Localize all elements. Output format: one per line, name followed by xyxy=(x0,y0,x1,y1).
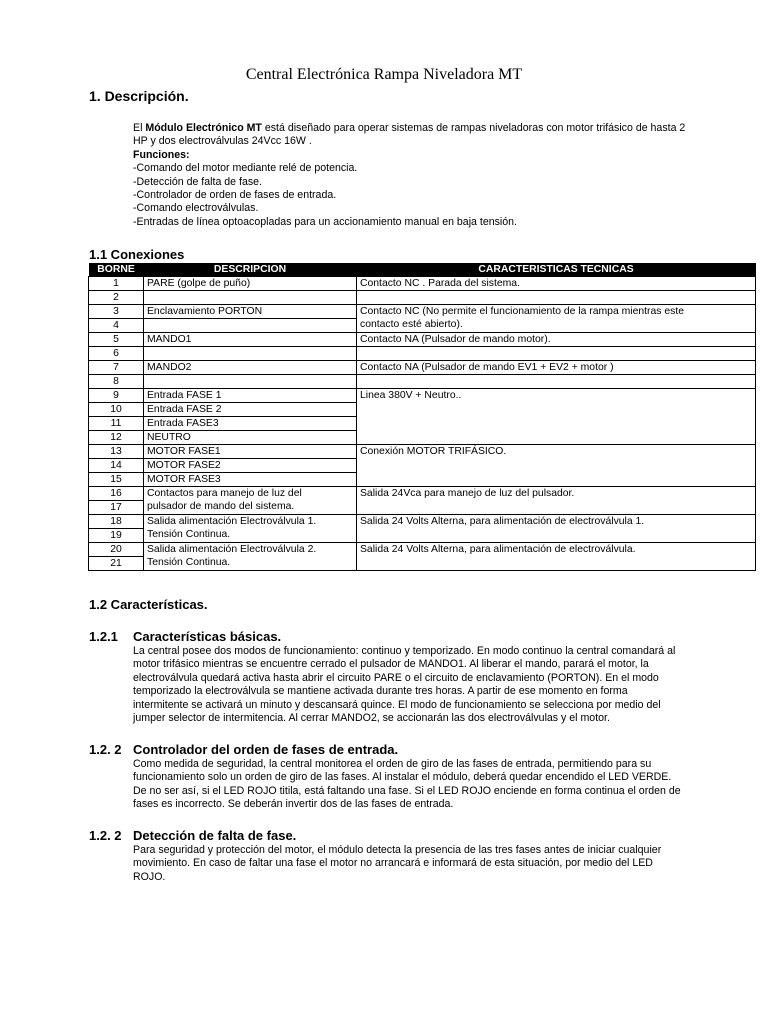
desc-cell: Contactos para manejo de luz del pulsador de mando del sistema. xyxy=(144,487,357,515)
funcion-item: -Controlador de orden de fases de entrada. xyxy=(133,189,337,202)
desc-cell xyxy=(144,319,357,333)
section-1-2-3-text: Para seguridad y protección del motor, el módulo detecta la presencia de las tres fases antes de iniciar cualquier movimiento. En caso de faltar una fase el motor no arrancará e informará de esta situación, por medio del LED ROJO. xyxy=(133,844,662,883)
borne-cell: 3 xyxy=(89,305,144,319)
section-1-heading: 1. Descripción. xyxy=(89,88,189,104)
borne-cell: 6 xyxy=(89,347,144,361)
desc-cell: PARE (golpe de puño) xyxy=(144,277,357,291)
borne-cell: 4 xyxy=(89,319,144,333)
car-cell: Linea 380V + Neutro.. xyxy=(357,389,756,445)
desc-cell: MOTOR FASE3 xyxy=(144,473,357,487)
document-title: Central Electrónica Rampa Niveladora MT xyxy=(245,66,523,83)
car-cell: Contacto NC (No permite el funcionamiento de la rampa mientras este contacto esté abierto). xyxy=(357,305,756,333)
header-descripcion: DESCRIPCION xyxy=(144,263,357,277)
desc-cell: Entrada FASE 2 xyxy=(144,403,357,417)
car-cell xyxy=(357,347,756,361)
desc-cell: Salida alimentación Electroválvula 1. Tensión Continua. xyxy=(144,515,357,543)
borne-cell: 9 xyxy=(89,389,144,403)
table-header-row xyxy=(89,263,756,277)
borne-cell: 15 xyxy=(89,473,144,487)
car-cell: Salida 24 Volts Alterna, para alimentación de electroválvula 1. xyxy=(357,515,756,543)
borne-cell: 2 xyxy=(89,291,144,305)
description-block xyxy=(133,122,685,229)
table-row xyxy=(89,305,756,319)
borne-cell: 18 xyxy=(89,515,144,529)
desc-cell: MOTOR FASE1 xyxy=(144,445,357,459)
section-1-2-2-heading: 1.2. 2 Controlador del orden de fases de entrada. xyxy=(89,742,399,757)
table-row xyxy=(89,375,756,389)
funcion-item: -Detección de falta de fase. xyxy=(133,175,262,188)
car-cell: Salida 24 Volts Alterna, para alimentación de electroválvula. xyxy=(357,543,756,571)
car-cell: Contacto NC . Parada del sistema. xyxy=(357,277,756,291)
car-cell xyxy=(357,291,756,305)
connections-table xyxy=(88,263,756,571)
borne-cell: 7 xyxy=(89,361,144,375)
description-line-2: HP y dos electroválvulas 24Vcc 16W . xyxy=(133,135,312,148)
borne-cell: 5 xyxy=(89,333,144,347)
desc-cell: Entrada FASE 1 xyxy=(144,389,357,403)
section-1-2-1-text: La central posee dos modos de funcionamiento: continuo y temporizado. En modo continuo la central comandará al motor trifásico mientras se encuentre cerrado el pulsador de MANDO1. Al liberar el mando, parará el motor, la electroválvula quedará activa hasta abrir el circuito PARE o el circuito de enclavamiento (PORTON). En el modo temporizado la electroválvula se mantiene activada durante tres horas. A partir de ese momento en forma intermitente se activará un minuto y descansará quince. El modo de funcionamiento se selecciona por medio del jumper selector de intermitencia. Al cerrar MANDO2, se accionarán las dos electroválvulas y el motor. xyxy=(133,645,676,725)
funciones-label: Funciones: xyxy=(133,148,190,161)
module-name: Módulo Electrónico MT xyxy=(145,122,262,134)
desc-cell: Entrada FASE3 xyxy=(144,417,357,431)
table-row xyxy=(89,389,756,403)
borne-cell: 14 xyxy=(89,459,144,473)
borne-cell: 20 xyxy=(89,543,144,557)
desc-cell: MOTOR FASE2 xyxy=(144,459,357,473)
borne-cell: 21 xyxy=(89,557,144,571)
description-line-1: El Módulo Electrónico MT está diseñado para operar sistemas de rampas niveladoras con motor trifásico de hasta 2 xyxy=(133,122,686,134)
car-cell: Salida 24Vca para manejo de luz del pulsador. xyxy=(357,487,756,515)
desc-cell xyxy=(144,375,357,389)
table-row xyxy=(89,361,756,375)
borne-cell: 17 xyxy=(89,501,144,515)
desc-cell: Salida alimentación Electroválvula 2. Tensión Continua. xyxy=(144,543,357,571)
header-borne: BORNE xyxy=(89,263,144,277)
funcion-item: -Comando electroválvulas. xyxy=(133,202,259,215)
desc-cell: MANDO1 xyxy=(144,333,357,347)
borne-cell: 12 xyxy=(89,431,144,445)
section-1-2-heading: 1.2 Características. xyxy=(89,597,208,612)
desc-cell xyxy=(144,291,357,305)
desc-cell: MANDO2 xyxy=(144,361,357,375)
borne-cell: 19 xyxy=(89,529,144,543)
car-cell: Conexión MOTOR TRIFÁSICO. xyxy=(357,445,756,487)
table-row xyxy=(89,445,756,459)
desc-cell: NEUTRO xyxy=(144,431,357,445)
section-1-2-1-heading: 1.2.1 Características básicas. xyxy=(89,629,282,644)
section-1-2-2-text: Como medida de seguridad, la central monitorea el orden de giro de las fases de entrada, permitiendo para su funcionamiento solo un orden de giro de las fases. Al instalar el módulo, deberá quedar encendido el LED VERDE. De no ser así, si el LED ROJO titila, está faltando una fase. Si el LED ROJO enciende en forma continua el orden de fases es incorrecto. Se deberán invertir dos de las fases de entrada. xyxy=(133,758,681,811)
borne-cell: 11 xyxy=(89,417,144,431)
funcion-item: -Entradas de línea optoacopladas para un accionamiento manual en baja tensión. xyxy=(133,215,517,228)
borne-cell: 10 xyxy=(89,403,144,417)
table-row xyxy=(89,515,756,529)
car-cell: Contacto NA (Pulsador de mando EV1 + EV2 + motor ) xyxy=(357,361,756,375)
section-1-1-heading: 1.1 Conexiones xyxy=(89,247,185,262)
desc-cell xyxy=(144,347,357,361)
borne-cell: 16 xyxy=(89,487,144,501)
table-row xyxy=(89,347,756,361)
section-1-2-3-heading: 1.2. 2 Detección de falta de fase. xyxy=(89,828,297,843)
desc-cell: Enclavamiento PORTON xyxy=(144,305,357,319)
borne-cell: 8 xyxy=(89,375,144,389)
table-row xyxy=(89,291,756,305)
table-row xyxy=(89,333,756,347)
header-caracteristicas: CARACTERISTICAS TECNICAS xyxy=(357,263,756,277)
car-cell xyxy=(357,375,756,389)
table-row xyxy=(89,487,756,501)
table-row xyxy=(89,543,756,557)
funcion-item: -Comando del motor mediante relé de potencia. xyxy=(133,162,358,175)
borne-cell: 13 xyxy=(89,445,144,459)
borne-cell: 1 xyxy=(89,277,144,291)
car-cell: Contacto NA (Pulsador de mando motor). xyxy=(357,333,756,347)
table-row xyxy=(89,277,756,291)
